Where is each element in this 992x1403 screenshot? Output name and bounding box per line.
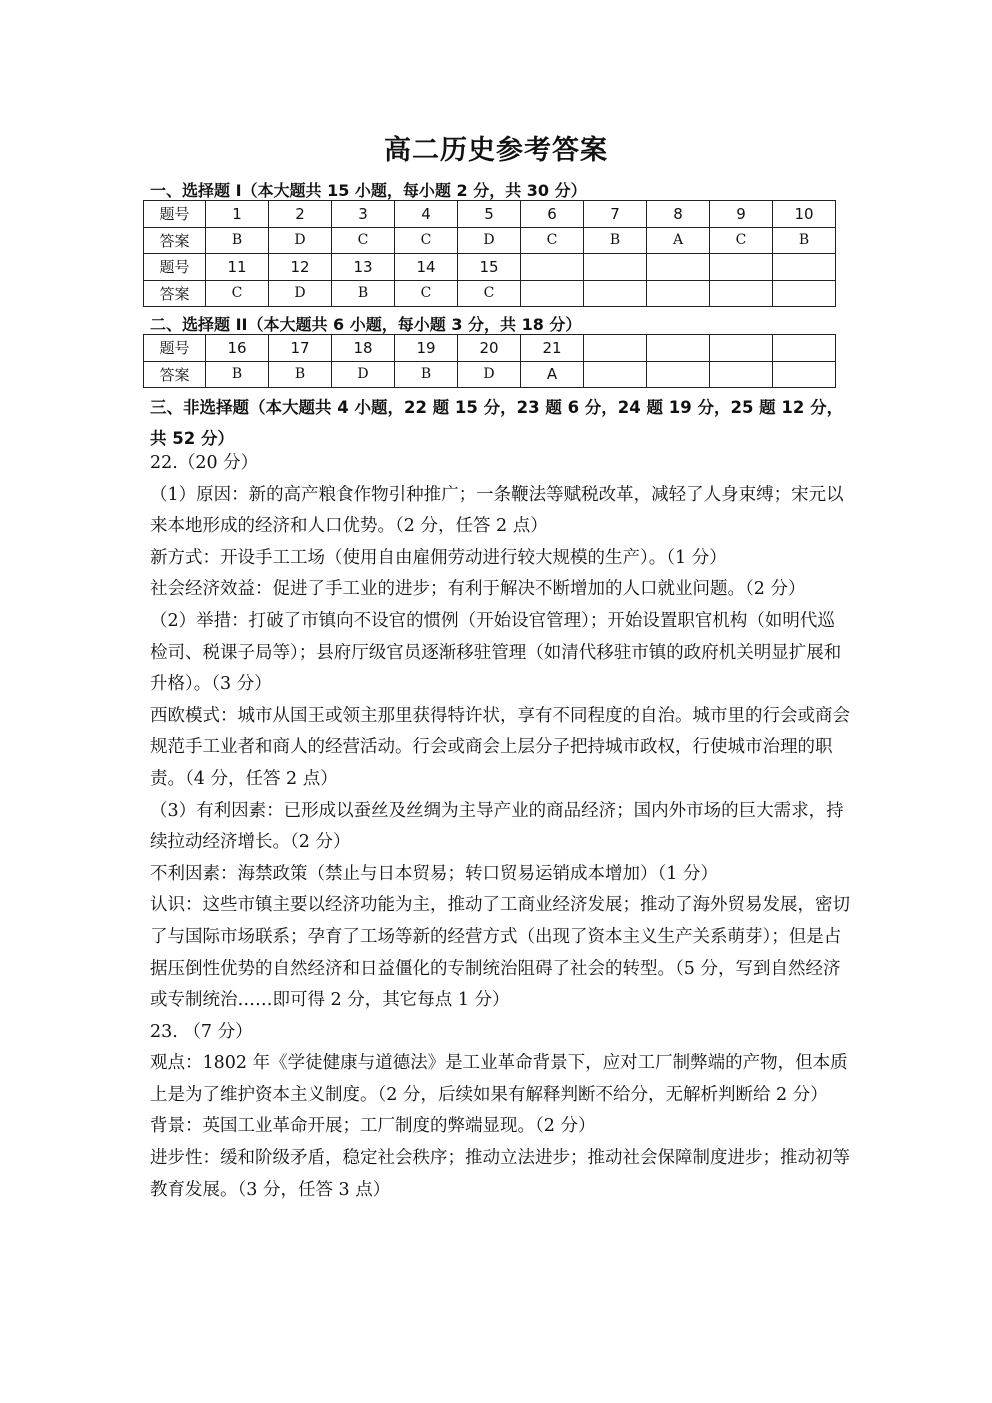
- answer-cell: B: [773, 227, 836, 254]
- answer-cell: C: [710, 227, 773, 254]
- question-number-cell: 21: [521, 335, 584, 362]
- question-number-cell: 16: [206, 335, 269, 362]
- answer-paragraph: 社会经济效益：促进了手工业的进步；有利于解决不断增加的人口就业问题。（2 分）: [150, 579, 806, 600]
- question-number-cell: [521, 254, 584, 281]
- row-label-question: 题号: [144, 254, 206, 281]
- answer-cell: B: [206, 361, 269, 388]
- answer-cell: C: [458, 280, 521, 307]
- answer-paragraph: 观点：1802 年《学徒健康与道德法》是工业革命背景下，应对工厂制弊端的产物，但本质上是为了维护资本主义制度。（2 分，后续如果有解释判断不给分，无解析判断给 2 分）: [150, 1053, 848, 1105]
- question-number-cell: 17: [269, 335, 332, 362]
- section3-heading: 三、非选择题（本大题共 4 小题，22 题 15 分，23 题 6 分，24 题 19 分，25 题 12 分，共 52 分）: [150, 398, 844, 448]
- question-number-row: [144, 254, 836, 281]
- answer-paragraph: 进步性：缓和阶级矛盾，稳定社会秩序；推动立法进步；推动社会保障制度进步；推动初等教育发展。（3 分，任答 3 点）: [150, 1148, 850, 1200]
- answer-row: [144, 361, 836, 388]
- answer-paragraph: （3）有利因素：已形成以蚕丝及丝绸为主导产业的商品经济；国内外市场的巨大需求，持续拉动经济增长。（2 分）: [150, 800, 844, 853]
- row-label-answer: 答案: [144, 227, 206, 254]
- answer-cell: A: [521, 361, 584, 388]
- question-number-cell: 20: [458, 335, 521, 362]
- answer-cell: C: [206, 280, 269, 307]
- section2-answer-table: [143, 334, 836, 388]
- answer-cell: D: [332, 361, 395, 388]
- question-number-cell: [647, 335, 710, 362]
- question-number-cell: 2: [269, 201, 332, 228]
- question-number-cell: [584, 254, 647, 281]
- answer-cell: C: [332, 227, 395, 254]
- answer-cell: B: [206, 227, 269, 254]
- question-number-cell: 7: [584, 201, 647, 228]
- answer-cell: D: [458, 361, 521, 388]
- question-number-cell: 8: [647, 201, 710, 228]
- answer-paragraph: 背景：英国工业革命开展；工厂制度的弊端显现。（2 分）: [150, 1116, 596, 1137]
- question-number-cell: 18: [332, 335, 395, 362]
- answer-cell: B: [395, 361, 458, 388]
- question-number-cell: [710, 254, 773, 281]
- answer-paragraph: 23. （7 分）: [150, 1021, 253, 1042]
- section1-heading: 一、选择题 I（本大题共 15 小题，每小题 2 分，共 30 分）: [150, 181, 587, 200]
- question-number-cell: 9: [710, 201, 773, 228]
- answer-cell: B: [584, 227, 647, 254]
- answer-cell: [710, 361, 773, 388]
- answer-cell: C: [521, 227, 584, 254]
- answer-body: [150, 448, 850, 1206]
- question-number-cell: 11: [206, 254, 269, 281]
- question-number-cell: 5: [458, 201, 521, 228]
- question-number-cell: 3: [332, 201, 395, 228]
- answer-row: [144, 280, 836, 307]
- answer-paragraph: （2）举措：打破了市镇向不设官的惯例（开始设官管理）；开始设置职官机构（如明代巡检司、税课子局等）；县府厅级官员逐渐移驻管理（如清代移驻市镇的政府机关明显扩展和升格）。（3 分）: [150, 610, 842, 695]
- row-label-answer: 答案: [144, 280, 206, 307]
- question-number-cell: 12: [269, 254, 332, 281]
- row-label-question: 题号: [144, 201, 206, 228]
- question-number-cell: [773, 254, 836, 281]
- answer-cell: [647, 361, 710, 388]
- answer-paragraph: 认识：这些市镇主要以经济功能为主，推动了工商业经济发展；推动了海外贸易发展，密切了与国际市场联系；孕育了工场等新的经营方式（出现了资本主义生产关系萌芽）；但是占据压倒性优势的自然经济和日益僵化的专制统治阻碍了社会的转型。（5 分，写到自然经济或专制统治……即可得 2 分，其它每点 1 分）: [150, 895, 850, 1011]
- question-number-row: [144, 335, 836, 362]
- question-number-cell: 6: [521, 201, 584, 228]
- answer-cell: D: [269, 280, 332, 307]
- section1-answer-table: [143, 200, 836, 307]
- answer-cell: [584, 361, 647, 388]
- question-number-cell: 10: [773, 201, 836, 228]
- question-number-cell: 13: [332, 254, 395, 281]
- answer-cell: C: [395, 227, 458, 254]
- section2-heading: 二、选择题 II（本大题共 6 小题，每小题 3 分，共 18 分）: [150, 315, 582, 334]
- answer-row: [144, 227, 836, 254]
- answer-cell: [773, 280, 836, 307]
- question-number-cell: [773, 335, 836, 362]
- question-number-cell: 14: [395, 254, 458, 281]
- answer-cell: C: [395, 280, 458, 307]
- answer-cell: A: [647, 227, 710, 254]
- question-number-cell: [710, 335, 773, 362]
- answer-paragraph: （1）原因：新的高产粮食作物引种推广；一条鞭法等赋税改革，减轻了人身束缚；宋元以来本地形成的经济和人口优势。（2 分，任答 2 点）: [150, 484, 844, 537]
- answer-cell: D: [458, 227, 521, 254]
- question-number-cell: [584, 335, 647, 362]
- answer-cell: [710, 280, 773, 307]
- question-number-cell: [647, 254, 710, 281]
- answer-cell: [521, 280, 584, 307]
- answer-cell: B: [332, 280, 395, 307]
- answer-cell: [584, 280, 647, 307]
- answer-cell: [647, 280, 710, 307]
- question-number-cell: 19: [395, 335, 458, 362]
- answer-paragraph: 22.（20 分）: [150, 453, 259, 473]
- answer-cell: B: [269, 361, 332, 388]
- question-number-cell: 15: [458, 254, 521, 281]
- page-title: 高二历史参考答案: [384, 135, 608, 166]
- answer-cell: [773, 361, 836, 388]
- row-label-question: 题号: [144, 335, 206, 362]
- question-number-row: [144, 201, 836, 228]
- row-label-answer: 答案: [144, 361, 206, 388]
- answer-paragraph: 不利因素：海禁政策（禁止与日本贸易；转口贸易运销成本增加）（1 分）: [150, 863, 718, 884]
- answer-paragraph: 西欧模式：城市从国王或领主那里获得特许状，享有不同程度的自治。城市里的行会或商会规范手工业者和商人的经营活动。行会或商会上层分子把持城市政权，行使城市治理的职责。（4 分，任答 2 点）: [150, 705, 850, 789]
- question-number-cell: 1: [206, 201, 269, 228]
- question-number-cell: 4: [395, 201, 458, 228]
- answer-cell: D: [269, 227, 332, 254]
- answer-paragraph: 新方式：开设手工工场（使用自由雇佣劳动进行较大规模的生产）。（1 分）: [150, 547, 727, 568]
